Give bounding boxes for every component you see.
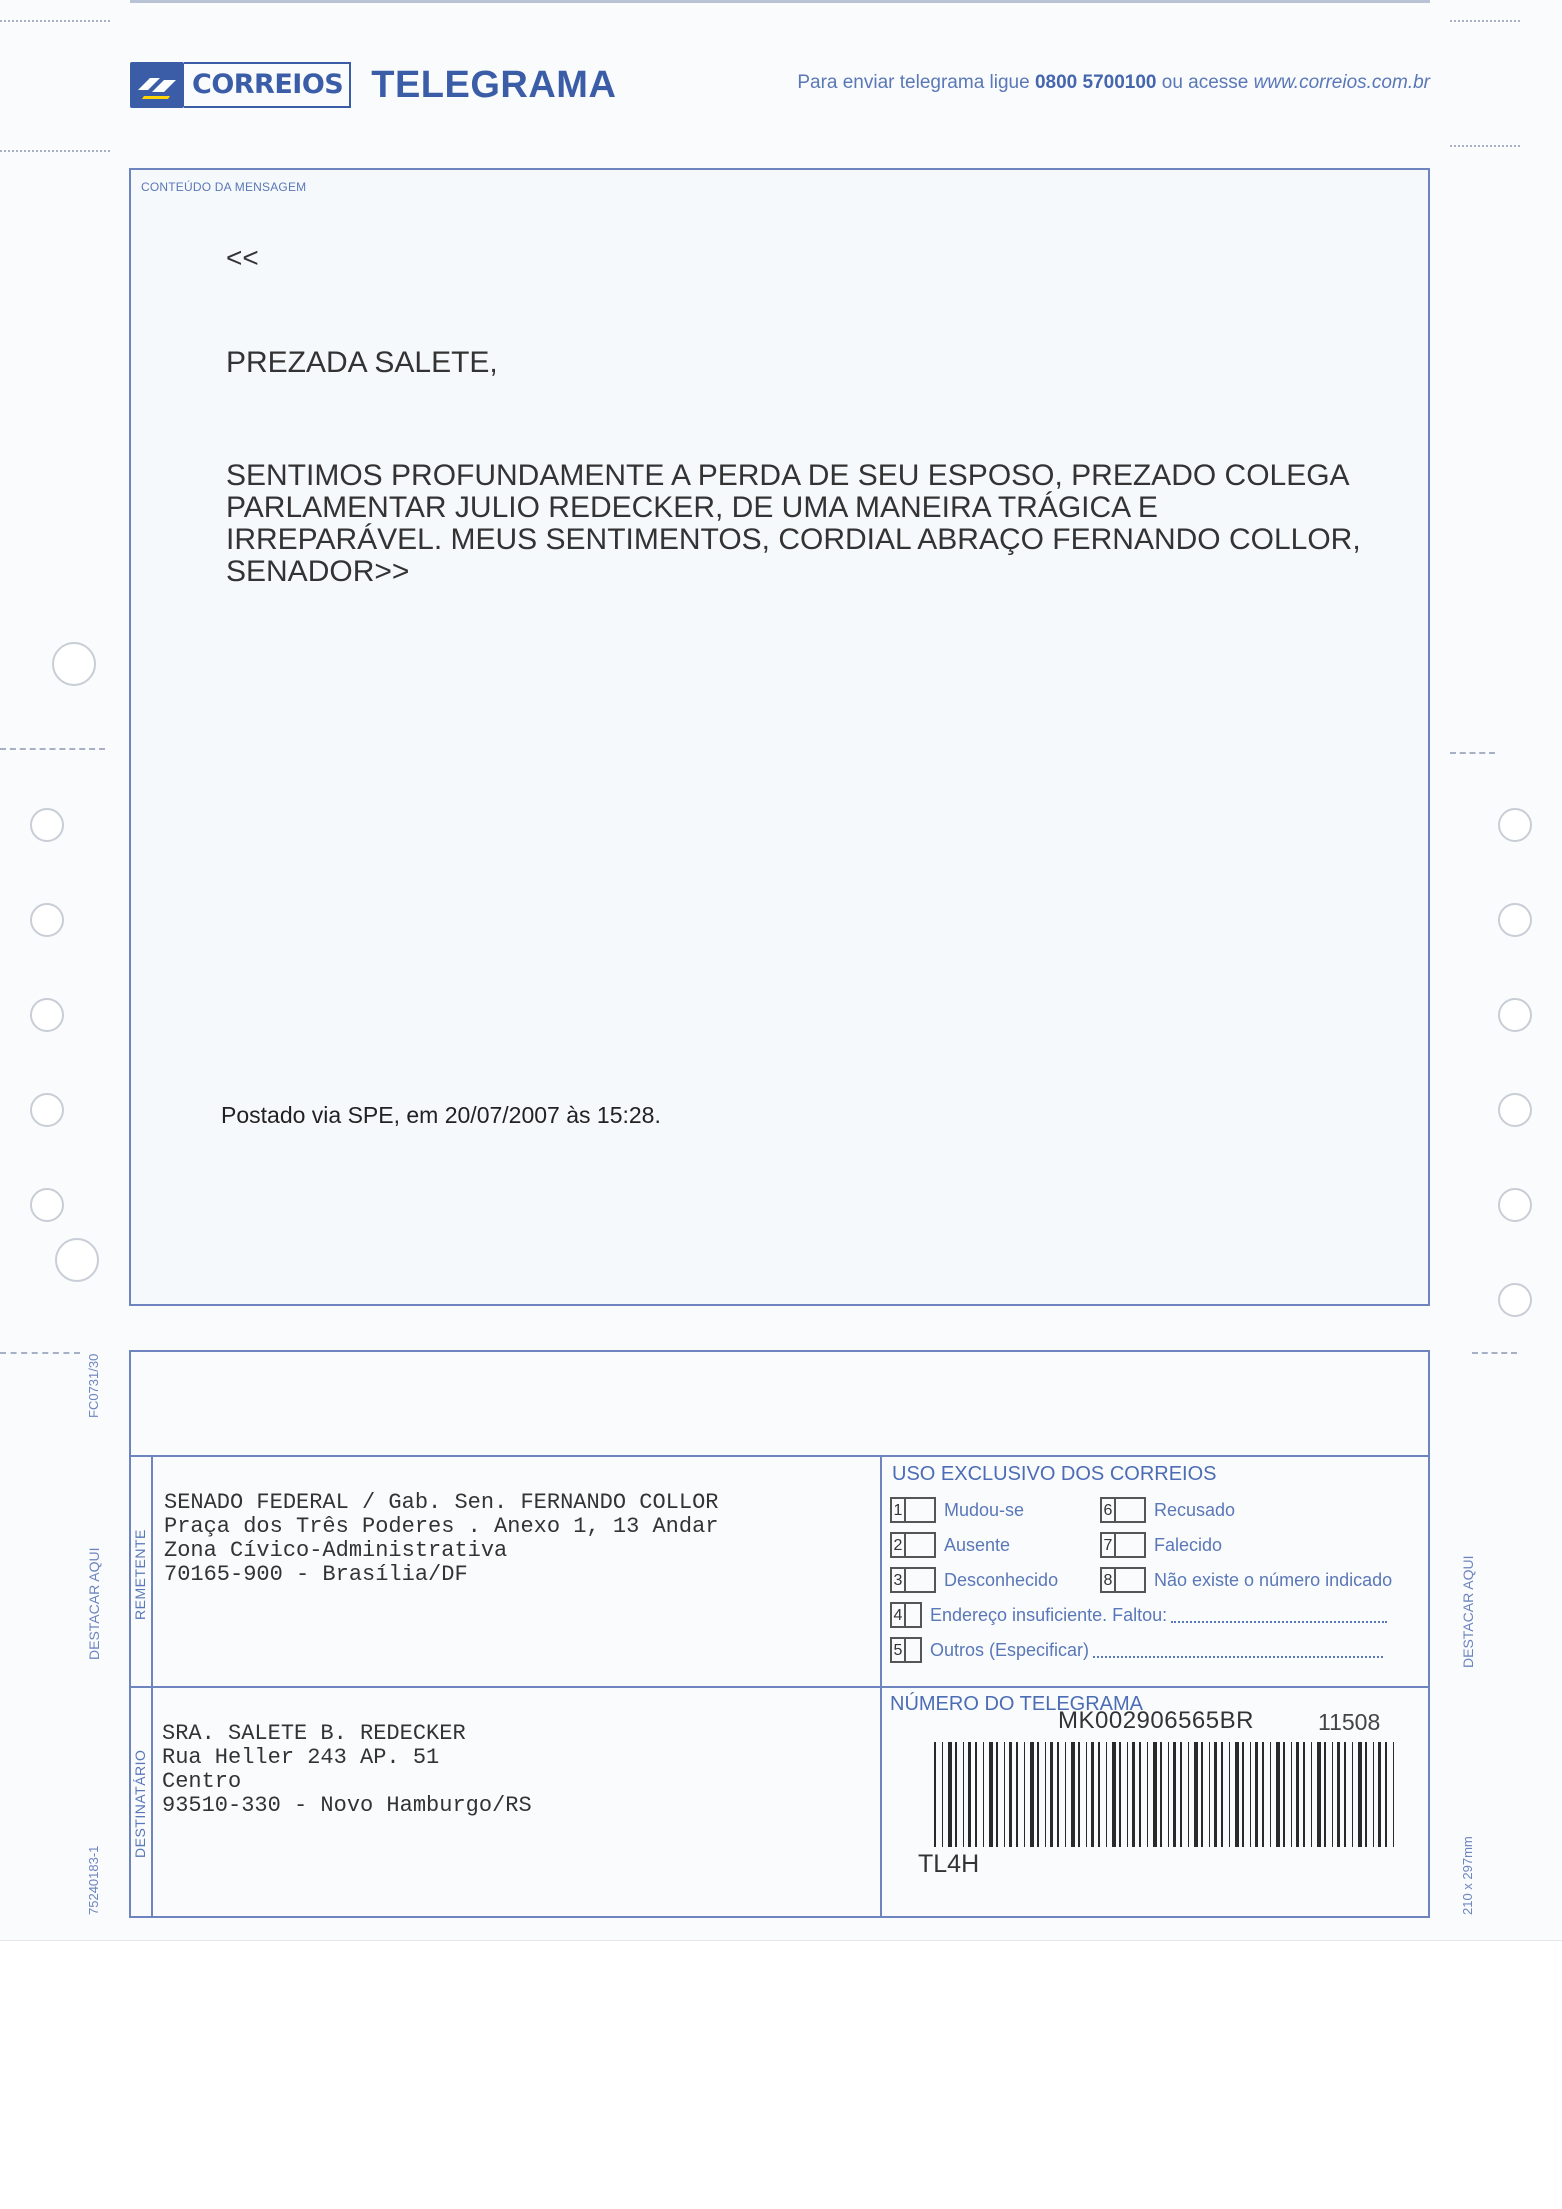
punch-hole [30, 1093, 64, 1127]
punch-hole [1498, 1283, 1532, 1317]
barcode-bar [963, 1742, 964, 1847]
option-number: 5 [890, 1637, 906, 1663]
address-line: Rua Heller 243 AP. 51 [162, 1745, 440, 1770]
barcode-bar [1004, 1742, 1005, 1847]
barcode-bar [1235, 1742, 1239, 1847]
barcode-bar [1016, 1742, 1018, 1847]
barcode-bar [1194, 1742, 1198, 1847]
punch-hole [30, 903, 64, 937]
barcode-bar [1337, 1742, 1340, 1847]
barcode-bar [1127, 1742, 1128, 1847]
option-number: 4 [890, 1602, 906, 1628]
checkbox[interactable] [1116, 1532, 1146, 1558]
barcode-bar [989, 1742, 993, 1847]
barcode-bar [1168, 1742, 1169, 1847]
option-label: Ausente [944, 1534, 1011, 1555]
barcode-bar [1180, 1742, 1182, 1847]
telegram-number: MK002906565BR [1058, 1707, 1254, 1734]
address-line: SENADO FEDERAL / Gab. Sen. FERNANDO COLLOR [164, 1490, 719, 1515]
address-line: Zona Cívico-Administrativa [164, 1538, 508, 1563]
address-line: 70165-900 - Brasília/DF [164, 1562, 468, 1587]
barcode-bar [934, 1742, 936, 1847]
barcode-bar [1009, 1742, 1012, 1847]
barcode-bar [1086, 1742, 1087, 1847]
barcode-bar [1270, 1742, 1271, 1847]
punch-hole [55, 1238, 99, 1282]
barcode-bar [1324, 1742, 1326, 1847]
punch-hole [30, 808, 64, 842]
message-line: SENTIMOS PROFUNDAMENTE A PERDA DE SEU ESPOSO, PREZADO COLEGA [226, 459, 1350, 492]
posted-info: Postado via SPE, em 20/07/2007 às 15:28. [221, 1102, 661, 1128]
punch-hole [1498, 1093, 1532, 1127]
option-refused[interactable] [1100, 1497, 1235, 1523]
barcode-bar [1045, 1742, 1046, 1847]
option-moved[interactable] [890, 1497, 1024, 1523]
perforation-line [1472, 1352, 1517, 1354]
checkbox[interactable] [1116, 1567, 1146, 1593]
recipient-label: DESTINATÁRIO [132, 1749, 148, 1858]
option-label: Endereço insuficiente. Faltou: [930, 1604, 1168, 1625]
barcode-bar [1283, 1742, 1285, 1847]
form-divider [129, 1686, 1430, 1688]
option-label: Falecido [1154, 1534, 1223, 1555]
form-divider [880, 1455, 882, 1918]
barcode-bar [1373, 1742, 1374, 1847]
option-absent[interactable] [890, 1532, 1010, 1558]
barcode-bar [1242, 1742, 1244, 1847]
barcode-bar [1188, 1742, 1189, 1847]
perforation-line [1450, 20, 1520, 22]
barcode-bar [1214, 1742, 1217, 1847]
barcode-bar [1352, 1742, 1353, 1847]
barcode-bar [1147, 1742, 1148, 1847]
contact-prefix: Para enviar telegrama ligue [797, 72, 1030, 93]
address-line: SRA. SALETE B. REDECKER [162, 1721, 466, 1746]
barcode-bar [1332, 1742, 1333, 1847]
perforation-line [0, 20, 110, 22]
barcode-bar [1344, 1742, 1346, 1847]
option-insufficient-address[interactable] [890, 1602, 1387, 1628]
fill-in-line [1171, 1607, 1387, 1623]
option-label: Outros (Especificar) [930, 1639, 1090, 1660]
form-code: FC0731/30 [86, 1353, 101, 1418]
barcode-bar [1065, 1742, 1066, 1847]
checkbox[interactable] [1116, 1497, 1146, 1523]
sender-address [164, 1491, 719, 1587]
fill-in-line [1093, 1642, 1383, 1658]
perforation-line [1450, 752, 1495, 754]
barcode-bar [948, 1742, 952, 1847]
checkbox[interactable] [906, 1637, 922, 1663]
barcode-bar [1262, 1742, 1264, 1847]
barcode-bar [955, 1742, 957, 1847]
form-divider [129, 1455, 1430, 1457]
form-divider [151, 1455, 153, 1918]
address-line: Centro [162, 1769, 242, 1794]
option-number: 3 [890, 1567, 906, 1593]
message-box [129, 168, 1430, 1306]
paper-size: 210 x 297mm [1460, 1836, 1475, 1915]
punch-hole [1498, 903, 1532, 937]
message-line: SENADOR>> [226, 555, 410, 588]
serial-number: 75240183-1 [86, 1845, 101, 1915]
punch-hole [30, 998, 64, 1032]
perforation-line [0, 150, 110, 152]
barcode-bar [1098, 1742, 1100, 1847]
option-label: Recusado [1154, 1499, 1236, 1520]
punch-hole [52, 642, 96, 686]
message-line: PARLAMENTAR JULIO REDECKER, DE UMA MANEIRA TRÁGICA E [226, 491, 1158, 524]
perforation-line [0, 1352, 80, 1354]
barcode-bar [1317, 1742, 1321, 1847]
correios-logo [130, 62, 616, 108]
message-label: CONTEÚDO DA MENSAGEM [141, 180, 307, 194]
sender-label: REMETENTE [132, 1529, 148, 1620]
barcode-bar [1057, 1742, 1059, 1847]
barcode-bar [1078, 1742, 1080, 1847]
barcode-bar [1139, 1742, 1141, 1847]
correios-emblem-icon [130, 62, 184, 108]
barcode-bar [1106, 1742, 1107, 1847]
message-line: IRREPARÁVEL. MEUS SENTIMENTOS, CORDIAL ABRAÇO FERNANDO COLLOR, [226, 523, 1361, 556]
contact-website: www.correios.com.br [1253, 72, 1430, 93]
barcode-bar [1037, 1742, 1039, 1847]
option-unknown[interactable] [890, 1567, 1058, 1593]
barcode-bar [1050, 1742, 1053, 1847]
barcode-bar [1296, 1742, 1299, 1847]
barcode-bar [1173, 1742, 1176, 1847]
official-use-title: USO EXCLUSIVO DOS CORREIOS [892, 1463, 1217, 1485]
checkbox[interactable] [906, 1567, 936, 1593]
punch-hole [1498, 808, 1532, 842]
barcode-bar [983, 1742, 984, 1847]
contact-phone: 0800 5700100 [1034, 72, 1157, 93]
detach-here-right: DESTACAR AQUI [1460, 1555, 1476, 1668]
option-number: 2 [890, 1532, 906, 1558]
barcode-bar [1221, 1742, 1223, 1847]
correios-wordmark: CORREIOS [184, 62, 351, 108]
telegram-barcode [934, 1742, 1400, 1847]
perforation-line [1450, 145, 1520, 147]
option-number: 8 [1100, 1567, 1116, 1593]
message-open-marker: << [226, 242, 259, 273]
option-number-not-found[interactable] [1100, 1567, 1392, 1593]
barcode-bar [1291, 1742, 1292, 1847]
telegram-code: 11508 [1318, 1709, 1381, 1735]
barcode-bar [1209, 1742, 1210, 1847]
option-deceased[interactable] [1100, 1532, 1222, 1558]
barcode-bar [1091, 1742, 1094, 1847]
barcode-bar [1229, 1742, 1230, 1847]
barcode-bar [1132, 1742, 1135, 1847]
barcode-bar [1311, 1742, 1312, 1847]
barcode-bar [1393, 1742, 1394, 1847]
barcode-bar [1378, 1742, 1381, 1847]
barcode-bar [1276, 1742, 1280, 1847]
recipient-address [162, 1722, 532, 1818]
barcode-bar [1385, 1742, 1387, 1847]
barcode-bar [1201, 1742, 1203, 1847]
top-rule [130, 0, 1430, 3]
address-line: Praça dos Três Poderes . Anexo 1, 13 Andar [164, 1514, 719, 1539]
barcode-bar [968, 1742, 971, 1847]
checkbox[interactable] [906, 1532, 936, 1558]
option-label: Não existe o número indicado [1154, 1569, 1393, 1590]
barcode-bar [1365, 1742, 1367, 1847]
service-code: TL4H [918, 1850, 980, 1878]
punch-hole [1498, 998, 1532, 1032]
option-label: Desconhecido [944, 1569, 1059, 1590]
barcode-bar [1250, 1742, 1251, 1847]
barcode-bar [1119, 1742, 1121, 1847]
contact-middle: ou acesse [1161, 72, 1249, 93]
barcode-bar [975, 1742, 977, 1847]
barcode-bar [1255, 1742, 1258, 1847]
option-number: 1 [890, 1497, 906, 1523]
barcode-bar [1160, 1742, 1162, 1847]
option-number: 7 [1100, 1532, 1116, 1558]
perforation-line [0, 748, 105, 750]
option-other[interactable] [890, 1637, 1383, 1663]
barcode-bar [1112, 1742, 1116, 1847]
page-title: TELEGRAMA [371, 63, 617, 106]
punch-hole [1498, 1188, 1532, 1222]
checkbox[interactable] [906, 1497, 936, 1523]
option-number: 6 [1100, 1497, 1116, 1523]
message-greeting: PREZADA SALETE, [226, 346, 498, 379]
address-line: 93510-330 - Novo Hamburgo/RS [162, 1793, 532, 1818]
barcode-bar [1024, 1742, 1025, 1847]
barcode-bar [1071, 1742, 1075, 1847]
barcode-bar [1303, 1742, 1305, 1847]
message-body [226, 460, 1366, 588]
checkbox[interactable] [906, 1602, 922, 1628]
punch-hole [30, 1188, 64, 1222]
barcode-bar [996, 1742, 998, 1847]
telegram-number-label: NÚMERO DO TELEGRAMA [890, 1693, 1143, 1715]
barcode-bar [1030, 1742, 1034, 1847]
header-contact-info [797, 72, 1430, 94]
scan-background [0, 1940, 1562, 2209]
option-label: Mudou-se [944, 1499, 1025, 1520]
barcode-bar [1153, 1742, 1157, 1847]
barcode-bar [1358, 1742, 1362, 1847]
detach-here-left: DESTACAR AQUI [86, 1547, 102, 1660]
barcode-bar [942, 1742, 943, 1847]
